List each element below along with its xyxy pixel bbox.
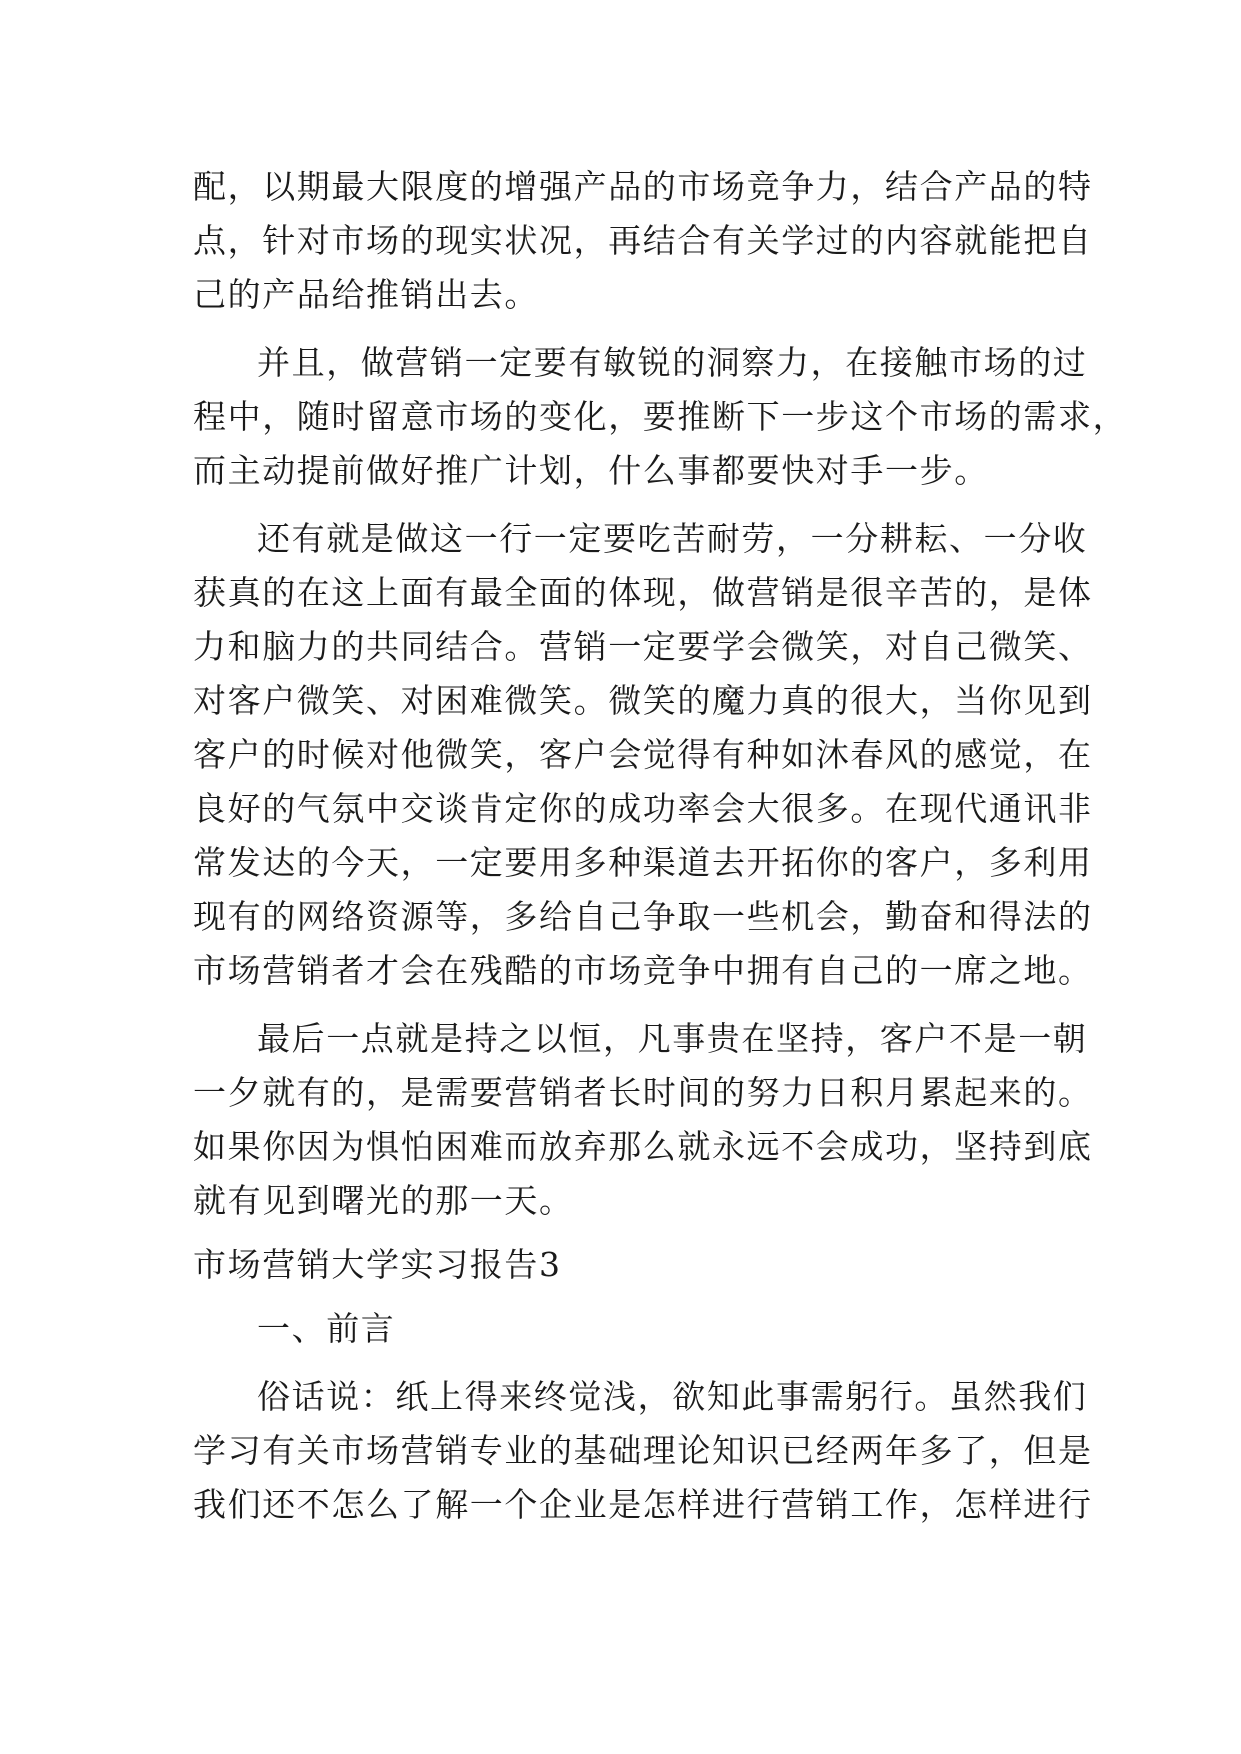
paragraph-first-line: 还有就是做这一行一定要吃苦耐劳，一分耕耘、一分收 <box>257 519 1088 558</box>
paragraph-first-line: 俗话说：纸上得来终觉浅，欲知此事需躬行。虽然我们 <box>257 1377 1088 1416</box>
body-text-line: 现有的网络资源等，多给自己争取一些机会，勤奋和得法的 <box>193 897 1093 936</box>
body-text-line: 获真的在这上面有最全面的体现，做营销是很辛苦的，是体 <box>193 573 1093 612</box>
body-text-line: 对客户微笑、对困难微笑。微笑的魔力真的很大，当你见到 <box>193 681 1093 720</box>
body-text-line: 程中，随时留意市场的变化，要推断下一步这个市场的需求， <box>193 397 1128 436</box>
body-text-line: 而主动提前做好推广计划，什么事都要快对手一步。 <box>193 451 989 490</box>
body-text-line: 良好的气氛中交谈肯定你的成功率会大很多。在现代通讯非 <box>193 789 1093 828</box>
body-text-line: 客户的时候对他微笑，客户会觉得有种如沐春风的感觉，在 <box>193 735 1093 774</box>
body-text-line: 市场营销者才会在残酷的市场竞争中拥有自己的一席之地。 <box>193 951 1093 990</box>
body-text-line: 点，针对市场的现实状况，再结合有关学过的内容就能把自 <box>193 221 1093 260</box>
body-text-line: 如果你因为惧怕困难而放弃那么就永远不会成功，坚持到底 <box>193 1127 1093 1166</box>
section-heading: 市场营销大学实习报告3 <box>193 1245 562 1284</box>
body-text-line: 学习有关市场营销专业的基础理论知识已经两年多了，但是 <box>193 1431 1093 1470</box>
paragraph-first-line: 最后一点就是持之以恒，凡事贵在坚持，客户不是一朝 <box>257 1019 1088 1058</box>
body-text-line: 己的产品给推销出去。 <box>193 275 539 314</box>
body-text-line: 常发达的今天，一定要用多种渠道去开拓你的客户，多利用 <box>193 843 1093 882</box>
body-text-line: 就有见到曙光的那一天。 <box>193 1181 574 1220</box>
body-text-line: 我们还不怎么了解一个企业是怎样进行营销工作，怎样进行 <box>193 1485 1093 1524</box>
body-text-line: 一夕就有的，是需要营销者长时间的努力日积月累起来的。 <box>193 1073 1093 1112</box>
body-text-line: 力和脑力的共同结合。营销一定要学会微笑，对自己微笑、 <box>193 627 1093 666</box>
paragraph-first-line: 并且，做营销一定要有敏锐的洞察力，在接触市场的过 <box>257 343 1088 382</box>
subsection-heading: 一、前言 <box>257 1309 396 1348</box>
body-text-line: 配，以期最大限度的增强产品的市场竞争力，结合产品的特 <box>193 167 1093 206</box>
